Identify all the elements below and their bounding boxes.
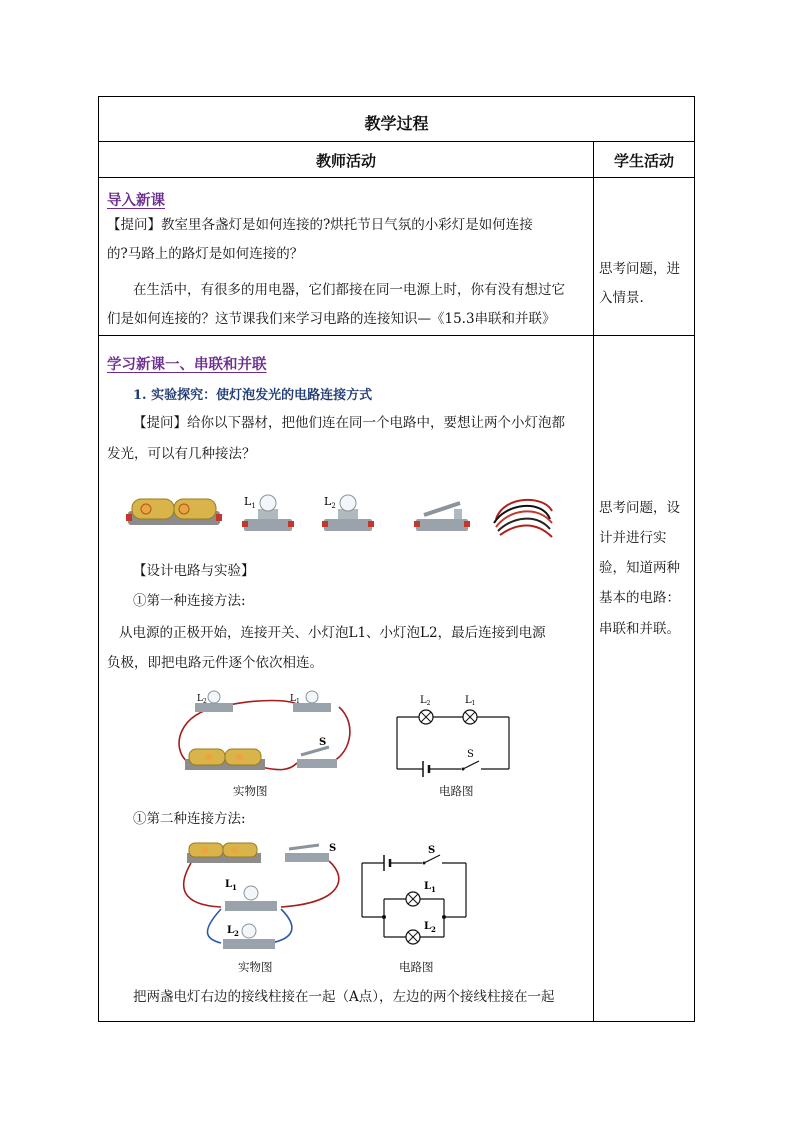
paragraph-line: 们是如何连接的？这节课我们来学习电路的连接知识—《15.3串联和并联》 xyxy=(107,311,556,327)
label-l2: $L_2$ xyxy=(197,694,207,705)
paragraph-line: 在生活中，有很多的用电器，它们都接在同一电源上时，你有没有想过它 xyxy=(133,282,565,298)
label-l1: $L_1$ xyxy=(424,881,436,894)
materials-illustration xyxy=(124,489,554,551)
paragraph-line: 【提问】给你以下器材，把他们连在同一个电路中，要想让两个小灯泡都 xyxy=(133,415,565,431)
paragraph-line: ①第二种连接方法: xyxy=(133,811,246,827)
caption-circuit: 电路图 xyxy=(399,960,434,974)
paragraph-line: 【提问】教室里各盏灯是如何连接的?烘托节日气氛的小彩灯是如何连接 xyxy=(107,217,533,233)
bulb-l2-image xyxy=(322,495,374,531)
student-text: 串联和并联。 xyxy=(599,621,680,637)
label-l1: $L_1$ xyxy=(225,879,237,892)
label-s: S xyxy=(319,737,327,748)
student-text: 基本的电路： xyxy=(599,590,680,606)
label-s: S xyxy=(329,843,337,854)
student-activity-header: 学生活动 xyxy=(613,152,674,170)
parallel-circuit-schematic xyxy=(354,843,474,955)
section-heading-intro: 导入新课 xyxy=(107,192,165,209)
paragraph-line: 发光，可以有几种接法？ xyxy=(107,446,256,462)
label-s: S xyxy=(467,749,474,760)
paragraph-line: 【设计电路与实验】 xyxy=(133,563,255,579)
table-title: 教学过程 xyxy=(364,114,429,133)
series-circuit-schematic xyxy=(389,691,519,781)
paragraph-line: 从电源的正极开始，连接开关、小灯泡L1、小灯泡L2，最后连接到电源 xyxy=(119,625,546,641)
section-heading-new-lesson: 学习新课一、串联和并联 xyxy=(107,356,267,373)
teacher-activity-header: 教师活动 xyxy=(315,152,376,170)
paragraph-line: 把两盏电灯右边的接线柱接在一起（A点），左边的两个接线柱接在一起 xyxy=(133,989,555,1005)
battery-pack-image xyxy=(126,499,222,525)
paragraph-line: 负极，即把电路元件逐个依次相连。 xyxy=(107,655,323,671)
subheading-experiment: 1. 实验探究：使灯泡发光的电路连接方式 xyxy=(133,388,373,403)
student-text: 入情景. xyxy=(599,290,644,306)
series-photo-diagram xyxy=(169,689,359,779)
label-l2: $L_2$ xyxy=(424,921,436,934)
wires-image xyxy=(494,500,552,537)
student-text: 思考问题，设 xyxy=(599,500,680,516)
caption-photo: 实物图 xyxy=(233,784,268,798)
row-divider xyxy=(99,177,694,178)
column-divider xyxy=(593,141,594,1022)
row-divider xyxy=(99,335,694,336)
paragraph-line: 的?马路上的路灯是如何连接的？ xyxy=(107,246,304,262)
caption-circuit: 电路图 xyxy=(439,784,474,798)
student-text: 计并进行实 xyxy=(599,530,667,546)
label-l1: $L_1$ xyxy=(290,694,300,705)
label-l2: $L_2$ xyxy=(420,695,431,707)
label-l1: $L_1$ xyxy=(465,695,476,707)
label-l1: $L_1$ xyxy=(244,495,256,510)
student-text: 验，知道两种 xyxy=(599,560,680,576)
row-divider xyxy=(99,141,694,142)
parallel-photo-diagram xyxy=(181,839,351,959)
bulb-l1-image xyxy=(242,495,294,531)
teaching-process-table xyxy=(98,96,695,1022)
caption-photo: 实物图 xyxy=(238,960,273,974)
label-l2: $L_2$ xyxy=(324,495,336,510)
switch-image xyxy=(414,503,470,531)
student-text: 思考问题，进 xyxy=(599,261,680,277)
paragraph-line: ①第一种连接方法: xyxy=(133,593,246,609)
label-l2: $L_2$ xyxy=(227,925,239,938)
label-s: S xyxy=(428,845,436,856)
